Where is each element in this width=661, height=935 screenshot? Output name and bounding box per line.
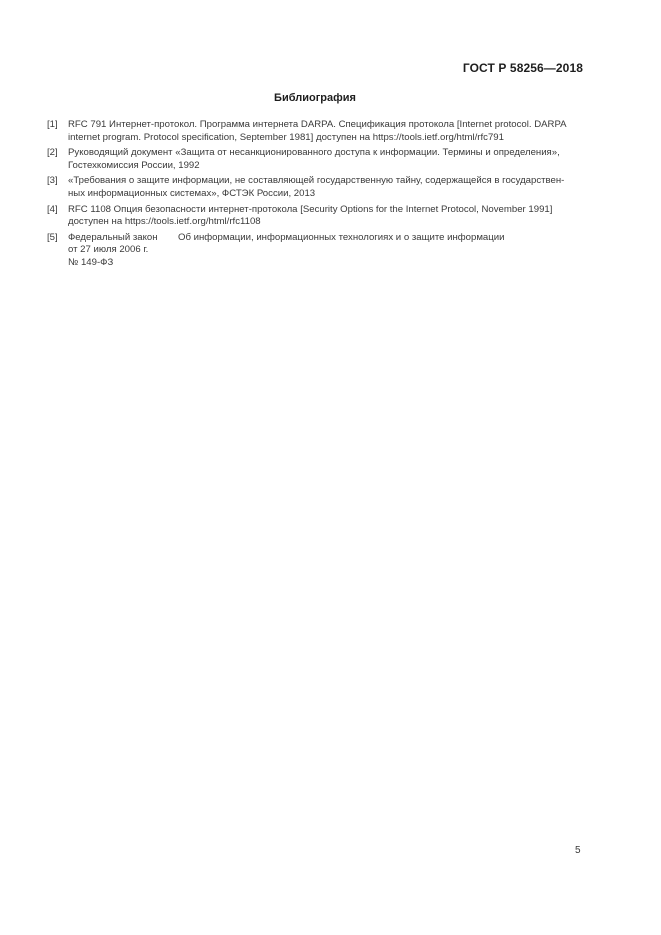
section-title: Библиография xyxy=(274,92,356,104)
standard-code-header: ГОСТ Р 58256—2018 xyxy=(462,61,583,75)
entry-line: доступен на https://tools.ietf.org/html/rfc1108 xyxy=(68,216,261,228)
entry-text xyxy=(68,147,587,172)
law-title: Об информации, информационных технологиях и о защите информации xyxy=(178,231,505,243)
law-designation xyxy=(68,232,178,270)
entry-number: [3] xyxy=(47,175,58,187)
entry-line: Федеральный закон xyxy=(68,231,158,243)
bibliography-entry xyxy=(47,204,587,229)
entry-line: Руководящий документ «Защита от несанкционированного доступа к информации. Термины и определения», xyxy=(68,147,560,159)
entry-number: [4] xyxy=(47,203,58,215)
entry-line: ных информационных системах», ФСТЭК России, 2013 xyxy=(68,187,316,199)
entry-text xyxy=(68,204,587,229)
entry-line: Гостехкомиссия России, 1992 xyxy=(68,159,200,171)
bibliography-entry xyxy=(47,119,587,144)
entry-line: RFC 791 Интернет-протокол. Программа интернета DARPA. Спецификация протокола [Internet protocol. DARPA xyxy=(68,119,567,130)
entry-number: [5] xyxy=(47,231,58,243)
entry-number: [2] xyxy=(47,147,58,159)
page-number: 5 xyxy=(575,845,581,856)
entry-text xyxy=(68,175,587,200)
entry-line: RFC 1108 Опция безопасности интернет-протокола [Security Options for the Internet Protocol, November 1991] xyxy=(68,203,553,215)
entry-line: № 149-ФЗ xyxy=(68,256,114,268)
bibliography-entry xyxy=(47,147,587,172)
entry-number: [1] xyxy=(47,119,58,130)
entry-text xyxy=(68,119,587,144)
bibliography-entry xyxy=(47,232,587,270)
entry-line: internet program. Protocol specification, September 1981] доступен на https://tools.ietf.org/html/rfc791 xyxy=(68,131,504,143)
entry-line: «Требования о защите информации, не составляющей государственную тайну, содержащейся в государствен- xyxy=(68,175,565,187)
bibliography-list xyxy=(47,119,587,273)
bibliography-entry xyxy=(47,175,587,200)
entry-line: от 27 июля 2006 г. xyxy=(68,244,149,256)
